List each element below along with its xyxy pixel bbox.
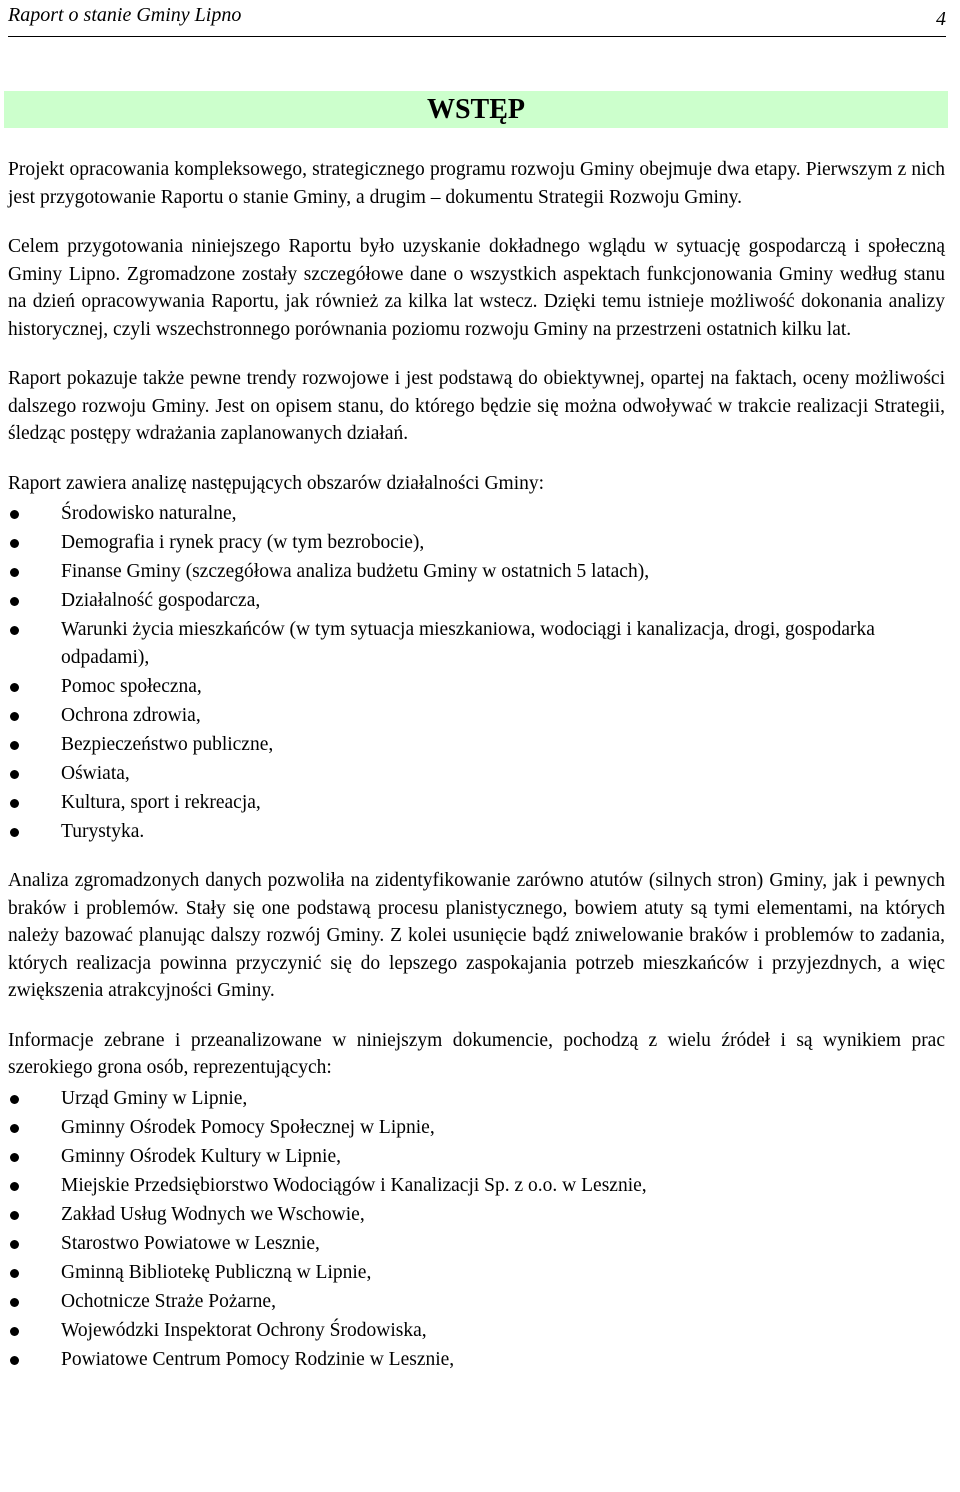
bullet-icon — [10, 1124, 19, 1133]
bullet-icon — [10, 1211, 19, 1220]
bullet-icon — [10, 597, 19, 606]
list-item: Ochotnicze Straże Pożarne, — [8, 1288, 945, 1316]
list-item: Zakład Usług Wodnych we Wschowie, — [8, 1201, 945, 1229]
list-item: Urząd Gminy w Lipnie, — [8, 1085, 945, 1113]
bullet-icon — [10, 1269, 19, 1278]
page-number: 4 — [936, 8, 946, 30]
list-item: Gminny Ośrodek Kultury w Lipnie, — [8, 1143, 945, 1171]
bullet-icon — [10, 510, 19, 519]
list-item: Środowisko naturalne, — [8, 500, 945, 528]
bullet-icon — [10, 770, 19, 779]
sources-list — [8, 1085, 945, 1374]
bullet-icon — [10, 741, 19, 750]
paragraph-purpose: Celem przygotowania niniejszego Raportu było uzyskanie dokładnego wglądu w sytuację gospodarczą i społeczną Gminy Lipno. Zgromadzone zostały szczegółowe dane o wszystkich aspektach funkcjonowania Gminy według stanu na dzień opracowywania Raportu, jak również za kilka lat wstecz. Dzięki temu istnieje możliwość dokonania analizy historycznej, czyli wszechstronnego porównania poziomu rozwoju Gminy na przestrzeni ostatnich kilku lat. — [8, 236, 945, 340]
bullet-icon — [10, 1298, 19, 1307]
list-item: Pomoc społeczna, — [8, 673, 945, 701]
bullet-icon — [10, 1356, 19, 1365]
list-item: Starostwo Powiatowe w Lesznie, — [8, 1230, 945, 1258]
bullet-icon — [10, 568, 19, 577]
bullet-icon — [10, 626, 19, 635]
page-header — [8, 0, 946, 37]
list-item: Demografia i rynek pracy (w tym bezrobocie), — [8, 529, 945, 557]
paragraph-intro: Projekt opracowania kompleksowego, strategicznego programu rozwoju Gminy obejmuje dwa etapy. Pierwszym z nich jest przygotowanie Raportu o stanie Gminy, a drugim – dokumentu Strategii Rozwoju Gminy. — [8, 159, 945, 208]
list-item: Gminną Bibliotekę Publiczną w Lipnie, — [8, 1259, 945, 1287]
list-item: Powiatowe Centrum Pomocy Rodzinie w Lesznie, — [8, 1346, 945, 1374]
list-item: Wojewódzki Inspektorat Ochrony Środowiska, — [8, 1317, 945, 1345]
list-item: Działalność gospodarcza, — [8, 587, 945, 615]
list-item: Turystyka. — [8, 818, 945, 846]
list-item: Gminny Ośrodek Pomocy Społecznej w Lipnie, — [8, 1114, 945, 1142]
list-item: Miejskie Przedsiębiorstwo Wodociągów i Kanalizacji Sp. z o.o. w Lesznie, — [8, 1172, 945, 1200]
list-item: Bezpieczeństwo publiczne, — [8, 731, 945, 759]
bullet-icon — [10, 1095, 19, 1104]
bullet-icon — [10, 1327, 19, 1336]
bullet-icon — [10, 828, 19, 837]
paragraph-trends: Raport pokazuje także pewne trendy rozwojowe i jest podstawą do obiektywnej, opartej na faktach, oceny możliwości dalszego rozwoju Gminy. Jest on opisem stanu, do którego będzie się można odwoływać w trakcie realizacji Strategii, śledząc postępy wdrażania zaplanowanych działań. — [8, 368, 945, 444]
paragraph-analysis: Analiza zgromadzonych danych pozwoliła na zidentyfikowanie zarówno atutów (silnych stron) Gminy, jak i pewnych braków i problemów. Stały się one podstawą procesu planistycznego, bowiem atuty są tymi elementami, na których należy bazować planując dalszy rozwój Gminy. Z kolei usunięcie bądź zniwelowanie braków i problemów to zadania, których realizacja powinna przyczynić się do lepszego zaspokajania potrzeb mieszkańców i przyjezdnych, a więc zwiększenia atrakcyjności Gminy. — [8, 870, 945, 1001]
list-item: Ochrona zdrowia, — [8, 702, 945, 730]
document-title: Raport o stanie Gminy Lipno — [8, 4, 242, 26]
bullet-icon — [10, 1240, 19, 1249]
bullet-icon — [10, 1182, 19, 1191]
bullet-icon — [10, 712, 19, 721]
list-item: Warunki życia mieszkańców (w tym sytuacja mieszkaniowa, wodociągi i kanalizacja, drogi, gospodarka odpadami), — [8, 616, 945, 671]
section-heading: WSTĘP — [4, 91, 948, 128]
bullet-icon — [10, 683, 19, 692]
areas-list — [8, 500, 945, 845]
list-item: Finanse Gminy (szczegółowa analiza budżetu Gminy w ostatnich 5 latach), — [8, 558, 945, 586]
bullet-icon — [10, 799, 19, 808]
sources-intro: Informacje zebrane i przeanalizowane w niniejszym dokumencie, pochodzą z wielu źródeł i są wynikiem prac szerokiego grona osób, reprezentujących: — [8, 1029, 945, 1078]
bullet-icon — [10, 1153, 19, 1162]
bullet-icon — [10, 539, 19, 548]
list-item: Oświata, — [8, 760, 945, 788]
document-body — [8, 156, 945, 1375]
areas-intro: Raport zawiera analizę następujących obszarów działalności Gminy: — [8, 472, 545, 494]
list-item: Kultura, sport i rekreacja, — [8, 789, 945, 817]
